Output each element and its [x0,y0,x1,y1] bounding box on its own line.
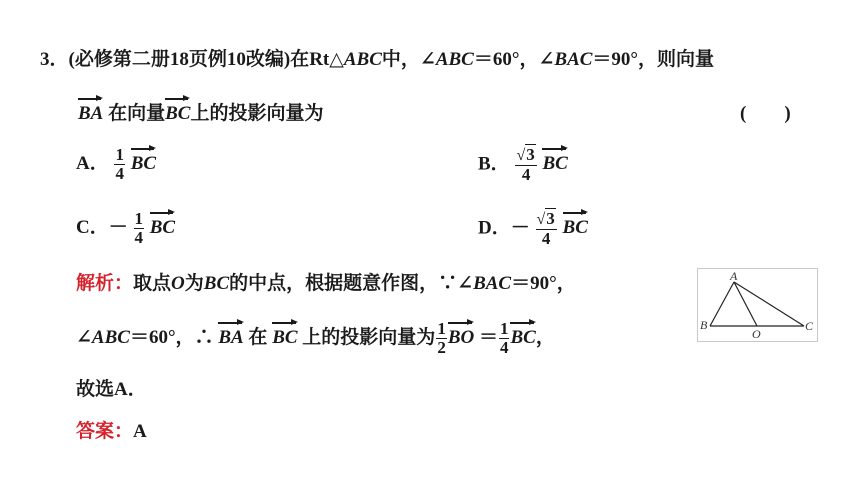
option-a[interactable]: A． $\frac{1}{4}$ BC [76,145,157,184]
fraction: $\frac{1}{4}$ [499,319,509,358]
label-b: B [700,318,708,332]
question-source: (必修第二册18页例10改编) [68,49,291,70]
fraction: $\frac{1}{4}$ [134,209,143,248]
fraction: $\frac{1}{4}$ [115,145,124,184]
answer-label: 答案： [76,421,134,442]
side-ac [734,282,804,326]
side-ab [710,282,734,326]
answer-value: A [133,421,147,442]
vector-bc: BC [563,210,588,240]
vector-ba: BA [218,320,243,350]
vector-bc: BC [510,320,535,350]
question-number: 3． [40,49,69,70]
option-b[interactable]: B． $\frac{√3}{4}$ BC [478,145,568,184]
solution-line-2: ∠ABC＝60°，∴ BA 在 BC 上的投影向量为 $\frac{1}{2}$ BO ＝ $\frac{1}{4}$ BC， [76,319,555,358]
fraction: $\frac{√3}{4}$ [516,145,535,184]
vector-bc: BC [165,96,190,126]
question-line-1: 3．(必修第二册18页例10改编)在Rt△ABC中，∠ABC＝60°，∠BAC＝90°，则向量 [40,49,715,70]
answer-paren: ( ) [740,103,791,124]
vector-bc: BC [542,146,567,176]
answer-line [76,420,147,444]
triangle-figure [697,268,818,342]
label-o: O [752,327,761,341]
fraction: $\frac{√3}{4}$ [536,209,555,248]
vector-bc: BC [272,320,297,350]
solution-line-1: 解析：取点O为BC的中点，根据题意作图，∵∠BAC＝90°， [76,273,576,294]
vector-ba: BA [78,96,103,126]
question-line-2: BA 在向量BC上的投影向量为 [78,96,324,126]
label-a: A [730,269,738,283]
label-c: C [805,319,814,333]
solution-line-3: 故选A． [76,379,147,400]
vector-bc: BC [131,146,156,176]
fraction: $\frac{1}{2}$ [437,319,446,358]
solution-label: 解析： [76,273,134,294]
option-c[interactable]: C．－ $\frac{1}{4}$ BC [76,209,176,248]
option-d[interactable]: D．－ $\frac{√3}{4}$ BC [478,209,588,248]
vector-bo: BO [448,320,474,350]
vector-bc: BC [150,210,175,240]
